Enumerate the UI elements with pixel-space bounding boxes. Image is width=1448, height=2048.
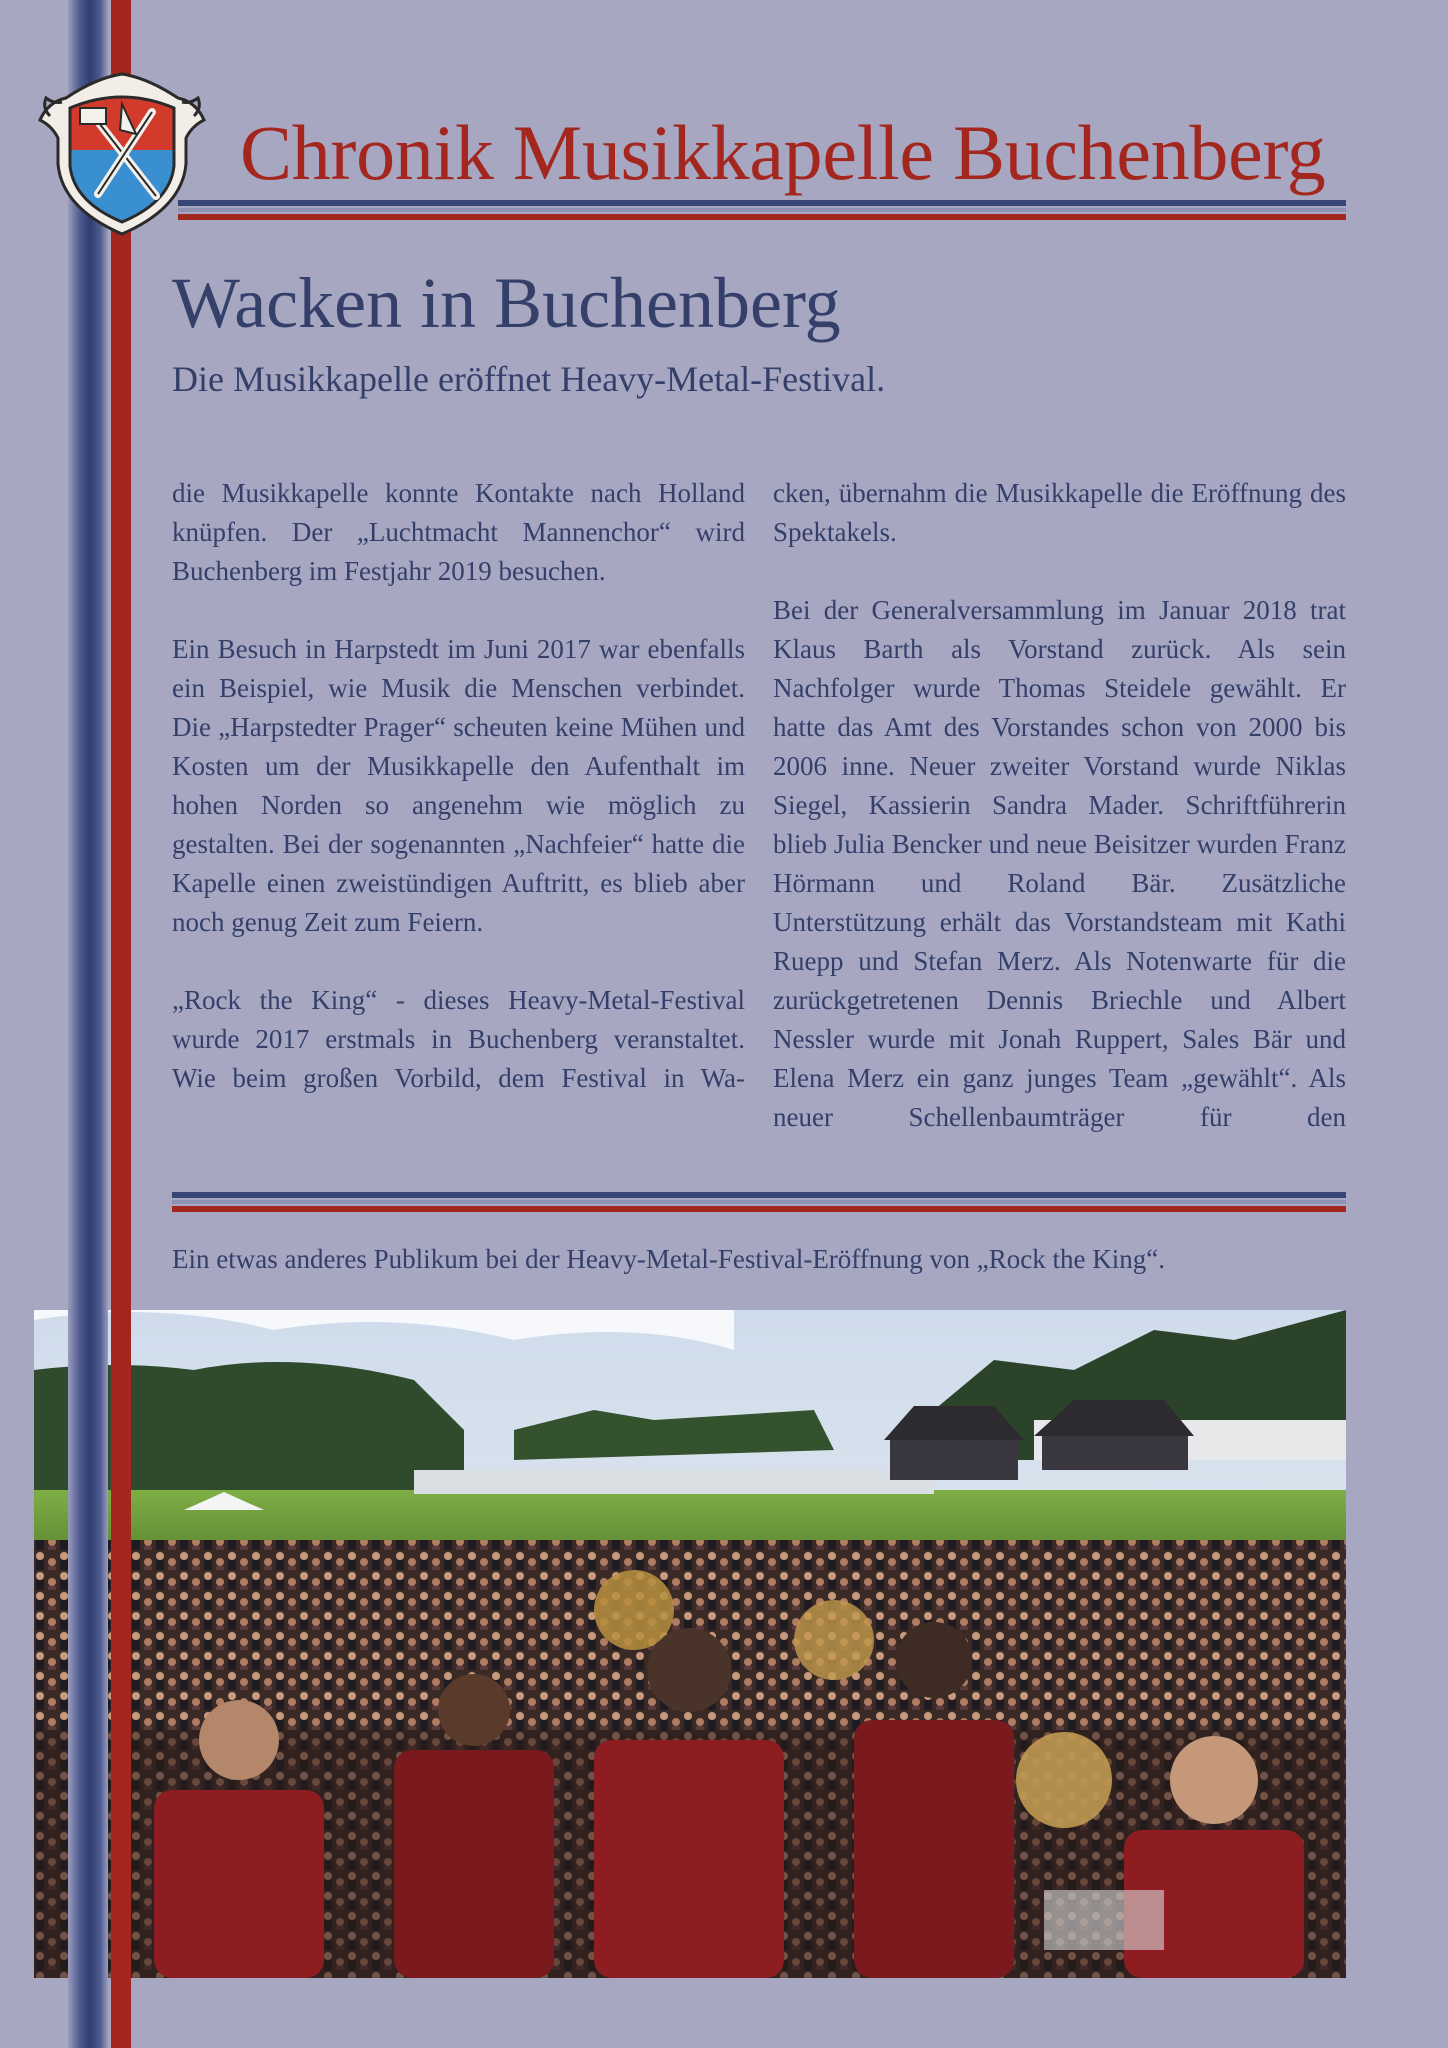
header-divider	[178, 200, 1346, 220]
coat-of-arms-logo	[36, 68, 208, 240]
paragraph: die Musikkapelle konnte Kontakte nach Holland knüpfen. Der „Luchtmacht Mannenchor“ wird Buchenberg im Festjahr 2019 besuchen.	[172, 478, 745, 586]
paragraph: Bei der Generalversammlung im Januar 2018 trat Klaus Barth als Vorstand zurück. Als sein Nachfolger wurde Thomas Steidele gewählt. Er hatte das Amt des Vorstandes schon von 2000 bis 2006 inne. Neuer zweiter Vorstand wurde Niklas Siegel, Kassierin Sandra Mader. Schriftführerin blieb Julia Bencker und neue Beisitzer wurden Franz Hörmann und Roland Bär. Zusätzliche Unterstützung erhält das Vorstandsteam mit Kathi Ruepp und Stefan Merz. Als Notenwarte für die zurückgetretenen Dennis Briechle und Albert Nessler wurde mit Jonah Ruppert, Sales Bär und Elena Merz ein ganz junges Team „gewählt“. Als neuer Schellenbaumträger für den	[773, 595, 1346, 1132]
festival-photo	[34, 1310, 1346, 1978]
paragraph: cken, übernahm die Musikkapelle die Eröffnung des Spektakels.	[773, 478, 1346, 547]
paragraph: „Rock the King“ - dieses Heavy-Metal-Festival wurde 2017 erstmals in Buchenberg veranstaltet. Wie beim großen Vorbild, dem Festival in Wa-	[172, 985, 745, 1093]
text-column-left	[172, 474, 745, 1137]
article-subheadline: Die Musikkapelle eröffnet Heavy-Metal-Festival.	[172, 359, 886, 399]
photo-caption: Ein etwas anderes Publikum bei der Heavy-Metal-Festival-Eröffnung von „Rock the King“.	[172, 1244, 1165, 1274]
text-column-right	[773, 474, 1346, 1176]
left-red-stripe	[111, 0, 131, 2048]
caption-divider	[172, 1192, 1346, 1212]
article-headline: Wacken in Buchenberg	[172, 263, 841, 343]
paragraph: Ein Besuch in Harpstedt im Juni 2017 war ebenfalls ein Beispiel, wie Musik die Menschen verbindet. Die „Harpstedter Prager“ scheuten keine Mühen und Kosten um der Musikkapelle den Aufenthalt im hohen Norden so angenehm wie möglich zu gestalten. Bei der sogenannten „Nachfeier“ hatte die Kapelle einen zweistündigen Auftritt, es blieb aber noch genug Zeit zum Feiern.	[172, 634, 745, 937]
left-blue-stripe	[68, 0, 108, 2048]
chronicle-title: Chronik Musikkapelle Buchenberg	[240, 109, 1326, 196]
